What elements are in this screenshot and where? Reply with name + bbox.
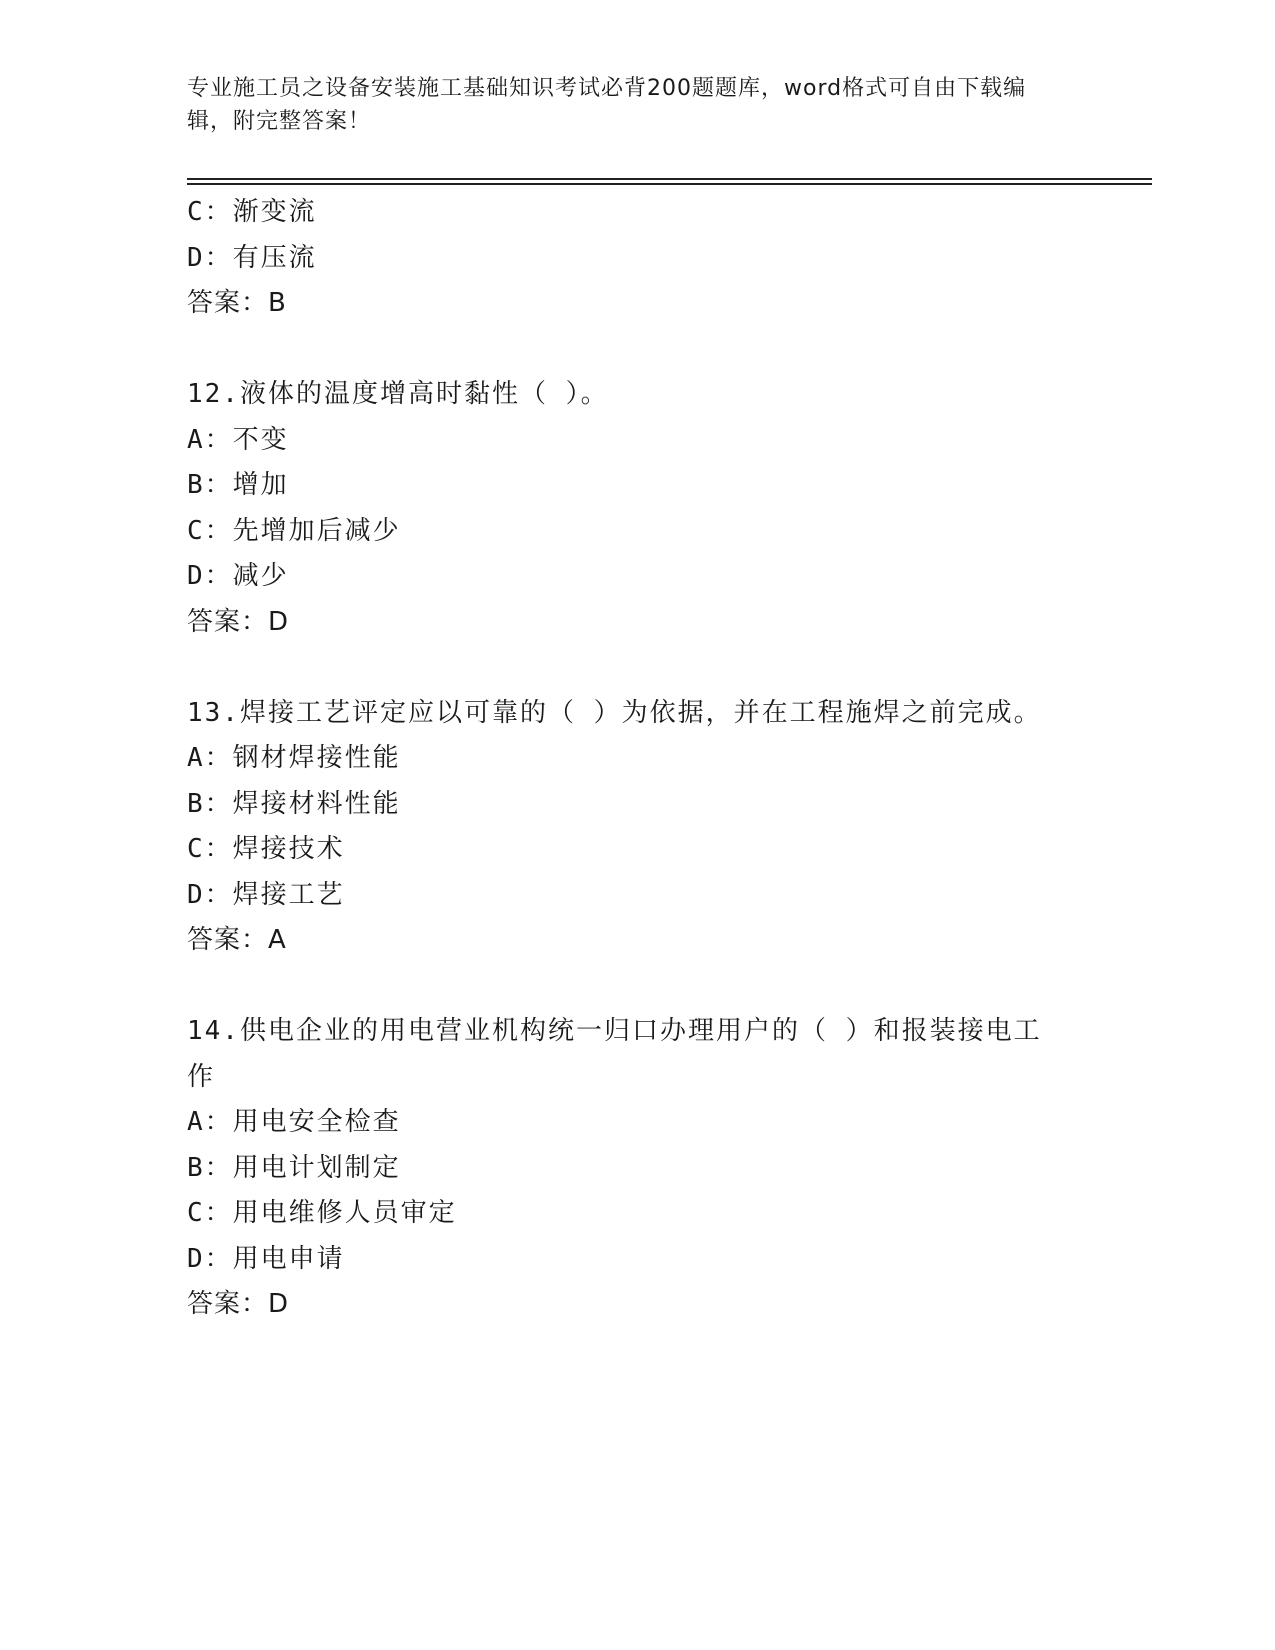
option-a: A：不变 <box>187 424 289 455</box>
option-d: D：焊接工艺 <box>187 879 345 910</box>
option-b: B：增加 <box>187 470 289 500</box>
prev-question-block <box>187 190 1087 327</box>
option-b: B：焊接材料性能 <box>187 788 401 819</box>
spacer <box>187 645 1087 691</box>
option-a: A：用电安全检查 <box>187 1107 401 1137</box>
option-a: A：钢材焊接性能 <box>187 743 401 773</box>
answer-line: 答案：B <box>187 288 287 318</box>
question-block-14 <box>187 1009 1087 1328</box>
answer-line: 答案：A <box>187 925 287 955</box>
document-content <box>187 190 1087 1328</box>
option-b: B：用电计划制定 <box>187 1152 401 1183</box>
question-block-12 <box>187 372 1087 645</box>
option-c: C：用电维修人员审定 <box>187 1198 457 1228</box>
answer-line: 答案：D <box>187 1289 290 1319</box>
spacer <box>187 964 1087 1010</box>
option-c: C：焊接技术 <box>187 834 345 864</box>
spacer <box>187 327 1087 373</box>
question-stem: 14.供电企业的用电营业机构统一归口办理用户的（ ）和报装接电工作 <box>187 1016 1042 1092</box>
option-d: D：减少 <box>187 561 289 591</box>
option-d: D：有压流 <box>187 242 317 273</box>
document-header: 专业施工员之设备安装施工基础知识考试必背200题题库，word格式可自由下载编辑，附完整答案！ <box>187 76 1027 134</box>
question-stem: 13.焊接工艺评定应以可靠的（ ）为依据，并在工程施焊之前完成。 <box>187 697 1042 728</box>
option-c: C：先增加后减少 <box>187 515 401 546</box>
header-rule-top <box>187 178 1152 180</box>
question-block-13 <box>187 691 1087 964</box>
option-c: C：渐变流 <box>187 197 317 227</box>
question-stem: 12.液体的温度增高时黏性（ ）。 <box>187 379 609 409</box>
answer-line: 答案：D <box>187 606 290 637</box>
option-d: D：用电申请 <box>187 1243 345 1274</box>
header-rule-bottom <box>187 183 1152 185</box>
